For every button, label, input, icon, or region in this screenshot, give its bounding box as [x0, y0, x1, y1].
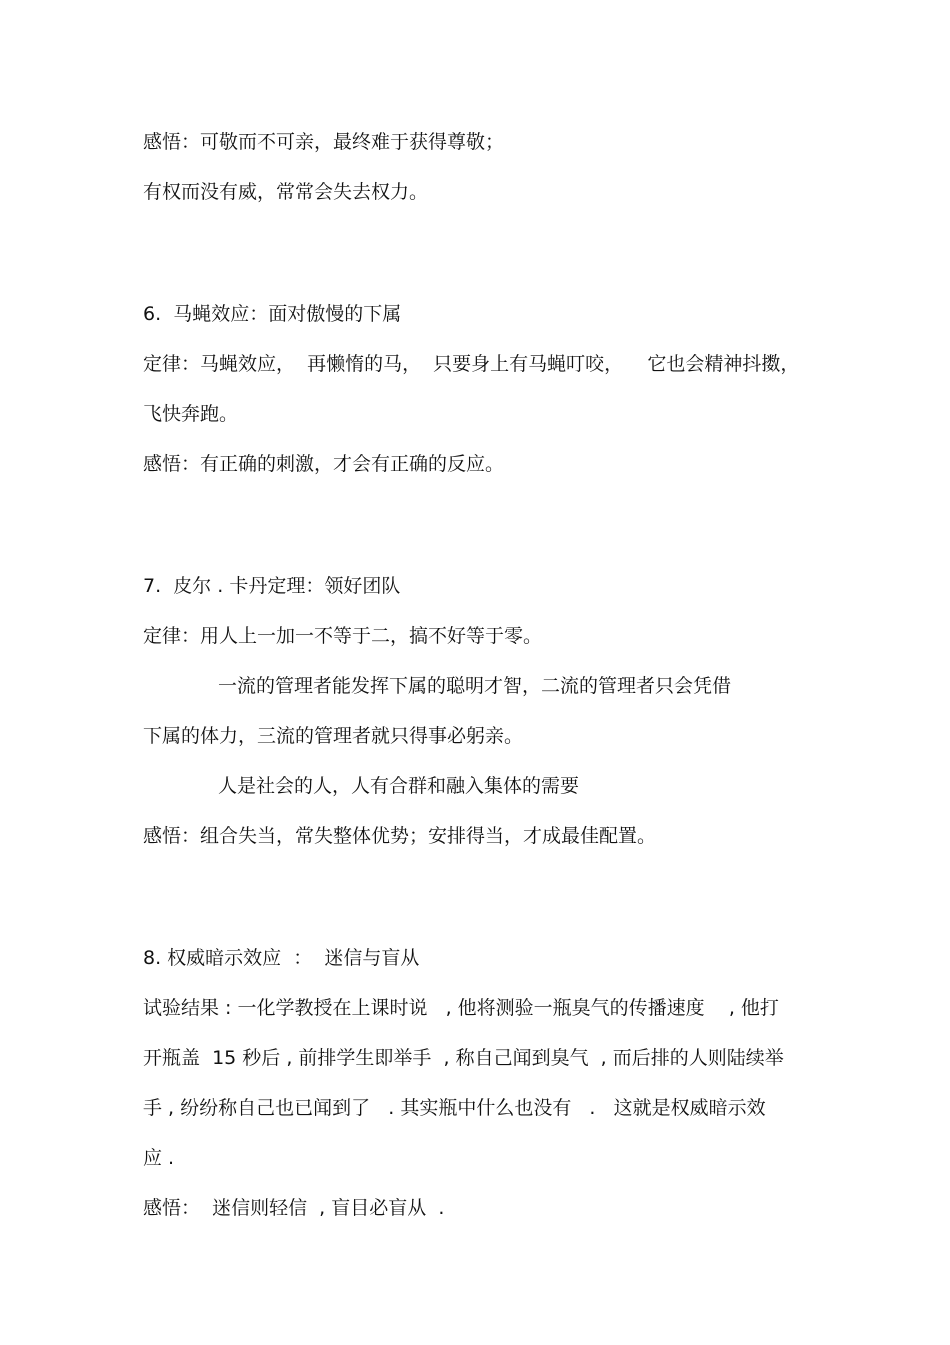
text-line: 有权而没有威，常常会失去权力。 [143, 181, 429, 203]
text-line: 一流的管理者能发挥下属的聪明才智，二流的管理者只会凭借 [218, 675, 732, 697]
text-line: 飞快奔跑。 [143, 403, 239, 425]
text-line: 人是社会的人，人有合群和融入集体的需要 [218, 775, 580, 797]
text-line: 感悟： 迷信则轻信 , 盲目必盲从 . [143, 1197, 445, 1219]
section-heading: 8. 权威暗示效应 ： 迷信与盲从 [143, 947, 420, 969]
text-line: 下属的体力，三流的管理者就只得事必躬亲。 [143, 725, 524, 747]
section-heading: 7. 皮尔 . 卡丹定理：领好团队 [143, 575, 401, 597]
text-line: 定律：用人上一加一不等于二，搞不好等于零。 [143, 625, 543, 647]
text-line: 开瓶盖 15 秒后 , 前排学生即举手 , 称自己闻到臭气 , 而后排的人则陆续举 [143, 1047, 784, 1069]
text-line: 应 . [143, 1147, 175, 1169]
text-line: 感悟：可敬而不可亲，最终难于获得尊敬； [143, 131, 505, 153]
text-line: 手 , 纷纷称自己也已闻到了 . 其实瓶中什么也没有 . 这就是权威暗示效 [143, 1097, 766, 1119]
text-line: 感悟：有正确的刺激，才会有正确的反应。 [143, 453, 505, 475]
text-line: 定律：马蝇效应， 再懒惰的马， 只要身上有马蝇叮咬， 它也会精神抖擞， [143, 353, 800, 375]
text-line: 感悟：组合失当，常失整体优势；安排得当，才成最佳配置。 [143, 825, 657, 847]
section-heading: 6. 马蝇效应：面对傲慢的下属 [143, 303, 402, 325]
text-line: 试验结果 : 一化学教授在上课时说 , 他将测验一瓶臭气的传播速度 , 他打 [143, 997, 779, 1019]
